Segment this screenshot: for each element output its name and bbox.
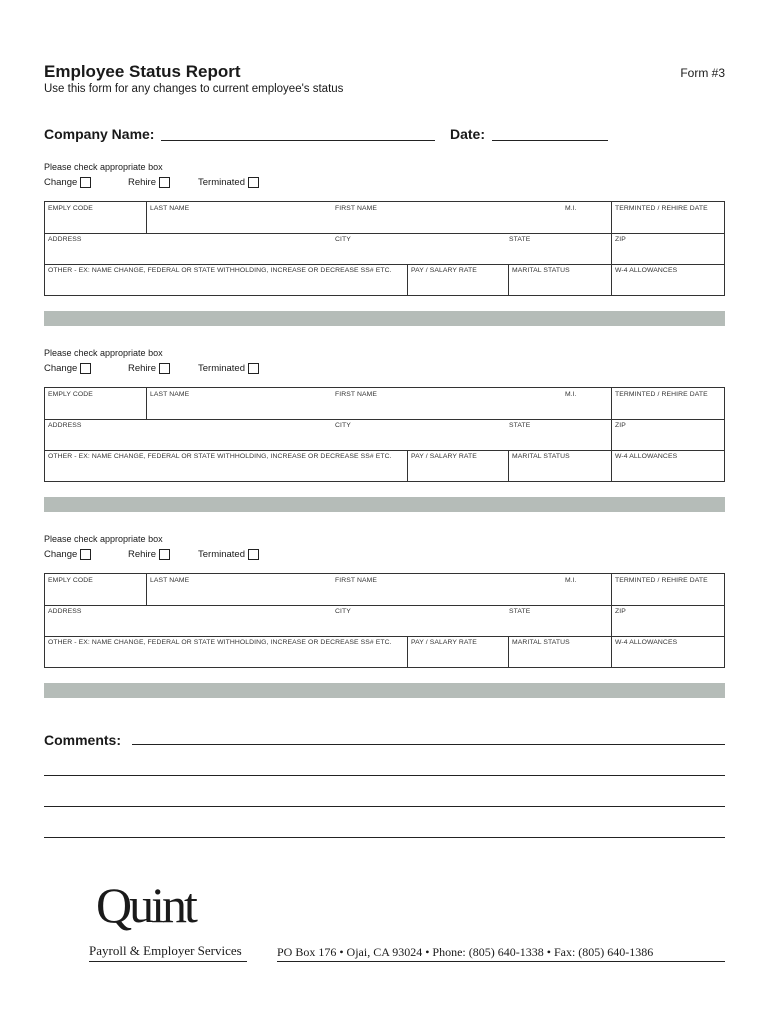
rehire-checkbox[interactable]: [159, 177, 170, 188]
change-label: Change: [44, 177, 78, 188]
marital-cell[interactable]: [508, 636, 611, 668]
rehire-label: Rehire: [128, 363, 156, 374]
footer-contact: PO Box 176 • Ojai, CA 93024 • Phone: (805) 640-1338 • Fax: (805) 640-1386: [277, 945, 654, 959]
city-label: CITY: [335, 422, 351, 429]
address-label: ADDRESS: [48, 236, 82, 243]
state-label: STATE: [509, 608, 531, 615]
employee-info-grid: [44, 201, 725, 296]
zip-label: ZIP: [615, 236, 626, 243]
employee-info-grid: [44, 573, 725, 668]
zip-cell[interactable]: [611, 419, 726, 450]
logo-subtitle: Payroll & Employer Services: [89, 943, 247, 962]
other-label: OTHER - EX: NAME CHANGE, FEDERAL OR STATE WITHHOLDING, INCREASE OR DECREASE SS# ETC.: [48, 639, 392, 646]
comments-line-2[interactable]: [44, 775, 725, 776]
section-divider-band: [44, 497, 725, 512]
address-label: ADDRESS: [48, 422, 82, 429]
name-cell[interactable]: [146, 202, 611, 233]
quint-logo: Quint: [96, 877, 195, 933]
mi-label: M.I.: [565, 391, 577, 398]
terminated-checkbox[interactable]: [248, 363, 259, 374]
mi-label: M.I.: [565, 205, 577, 212]
footer-rule: [277, 961, 725, 962]
pay-label: PAY / SALARY RATE: [411, 639, 477, 646]
w4-label: W-4 ALLOWANCES: [615, 453, 678, 460]
w4-label: W-4 ALLOWANCES: [615, 639, 678, 646]
emp-code-label: EMPLY CODE: [48, 205, 93, 212]
first-name-label: FIRST NAME: [335, 205, 378, 212]
city-label: CITY: [335, 236, 351, 243]
pay-label: PAY / SALARY RATE: [411, 453, 477, 460]
change-label: Change: [44, 549, 78, 560]
zip-cell[interactable]: [611, 233, 726, 264]
last-name-label: LAST NAME: [150, 577, 190, 584]
emp-code-label: EMPLY CODE: [48, 577, 93, 584]
name-cell[interactable]: [146, 388, 611, 419]
emp-code-label: EMPLY CODE: [48, 391, 93, 398]
change-option: [44, 363, 91, 374]
rehire-checkbox[interactable]: [159, 363, 170, 374]
terminated-option: [198, 549, 259, 560]
comments-line-3[interactable]: [44, 806, 725, 807]
pay-cell[interactable]: [407, 450, 508, 482]
change-label: Change: [44, 363, 78, 374]
company-name-label: Company Name:: [44, 126, 155, 142]
terminated-option: [198, 177, 259, 188]
last-name-label: LAST NAME: [150, 391, 190, 398]
rehire-option: [128, 177, 170, 188]
marital-label: MARITAL STATUS: [512, 267, 570, 274]
w4-cell[interactable]: [611, 450, 726, 482]
terminated-option: [198, 363, 259, 374]
term-date-label: TERMINTED / REHIRE DATE: [615, 391, 708, 398]
term-date-label: TERMINTED / REHIRE DATE: [615, 205, 708, 212]
emp-code-cell[interactable]: [45, 202, 146, 233]
check-prompt: Please check appropriate box: [44, 162, 163, 172]
first-name-label: FIRST NAME: [335, 577, 378, 584]
employee-info-grid: [44, 387, 725, 482]
w4-cell[interactable]: [611, 264, 726, 296]
date-field[interactable]: [492, 140, 608, 141]
pay-cell[interactable]: [407, 264, 508, 296]
term-date-cell[interactable]: [611, 574, 726, 605]
city-label: CITY: [335, 608, 351, 615]
last-name-label: LAST NAME: [150, 205, 190, 212]
other-label: OTHER - EX: NAME CHANGE, FEDERAL OR STATE WITHHOLDING, INCREASE OR DECREASE SS# ETC.: [48, 453, 392, 460]
other-cell[interactable]: [45, 264, 407, 296]
state-label: STATE: [509, 422, 531, 429]
page-subtitle: Use this form for any changes to current employee's status: [44, 83, 344, 95]
zip-label: ZIP: [615, 422, 626, 429]
pay-label: PAY / SALARY RATE: [411, 267, 477, 274]
comments-line-1[interactable]: [132, 744, 725, 745]
marital-label: MARITAL STATUS: [512, 453, 570, 460]
emp-code-cell[interactable]: [45, 388, 146, 419]
state-label: STATE: [509, 236, 531, 243]
marital-label: MARITAL STATUS: [512, 639, 570, 646]
change-checkbox[interactable]: [80, 177, 91, 188]
rehire-option: [128, 363, 170, 374]
section-divider-band: [44, 683, 725, 698]
name-cell[interactable]: [146, 574, 611, 605]
rehire-label: Rehire: [128, 549, 156, 560]
zip-cell[interactable]: [611, 605, 726, 636]
terminated-label: Terminated: [198, 177, 245, 188]
marital-cell[interactable]: [508, 450, 611, 482]
emp-code-cell[interactable]: [45, 574, 146, 605]
comments-line-4[interactable]: [44, 837, 725, 838]
change-option: [44, 549, 91, 560]
check-prompt: Please check appropriate box: [44, 534, 163, 544]
other-cell[interactable]: [45, 450, 407, 482]
comments-label: Comments:: [44, 732, 122, 748]
other-label: OTHER - EX: NAME CHANGE, FEDERAL OR STATE WITHHOLDING, INCREASE OR DECREASE SS# ETC.: [48, 267, 392, 274]
check-prompt: Please check appropriate box: [44, 348, 163, 358]
section-divider-band: [44, 311, 725, 326]
term-date-cell[interactable]: [611, 388, 726, 419]
other-cell[interactable]: [45, 636, 407, 668]
term-date-label: TERMINTED / REHIRE DATE: [615, 577, 708, 584]
w4-cell[interactable]: [611, 636, 726, 668]
date-label: Date:: [450, 126, 486, 142]
first-name-label: FIRST NAME: [335, 391, 378, 398]
terminated-checkbox[interactable]: [248, 177, 259, 188]
term-date-cell[interactable]: [611, 202, 726, 233]
w4-label: W-4 ALLOWANCES: [615, 267, 678, 274]
terminated-checkbox[interactable]: [248, 549, 259, 560]
pay-cell[interactable]: [407, 636, 508, 668]
change-option: [44, 177, 91, 188]
mi-label: M.I.: [565, 577, 577, 584]
address-label: ADDRESS: [48, 608, 82, 615]
rehire-checkbox[interactable]: [159, 549, 170, 560]
company-name-field[interactable]: [161, 140, 435, 141]
form-number: Form #3: [680, 66, 725, 80]
rehire-label: Rehire: [128, 177, 156, 188]
marital-cell[interactable]: [508, 264, 611, 296]
terminated-label: Terminated: [198, 363, 245, 374]
zip-label: ZIP: [615, 608, 626, 615]
change-checkbox[interactable]: [80, 549, 91, 560]
terminated-label: Terminated: [198, 549, 245, 560]
page-title: Employee Status Report: [44, 62, 241, 81]
rehire-option: [128, 549, 170, 560]
change-checkbox[interactable]: [80, 363, 91, 374]
